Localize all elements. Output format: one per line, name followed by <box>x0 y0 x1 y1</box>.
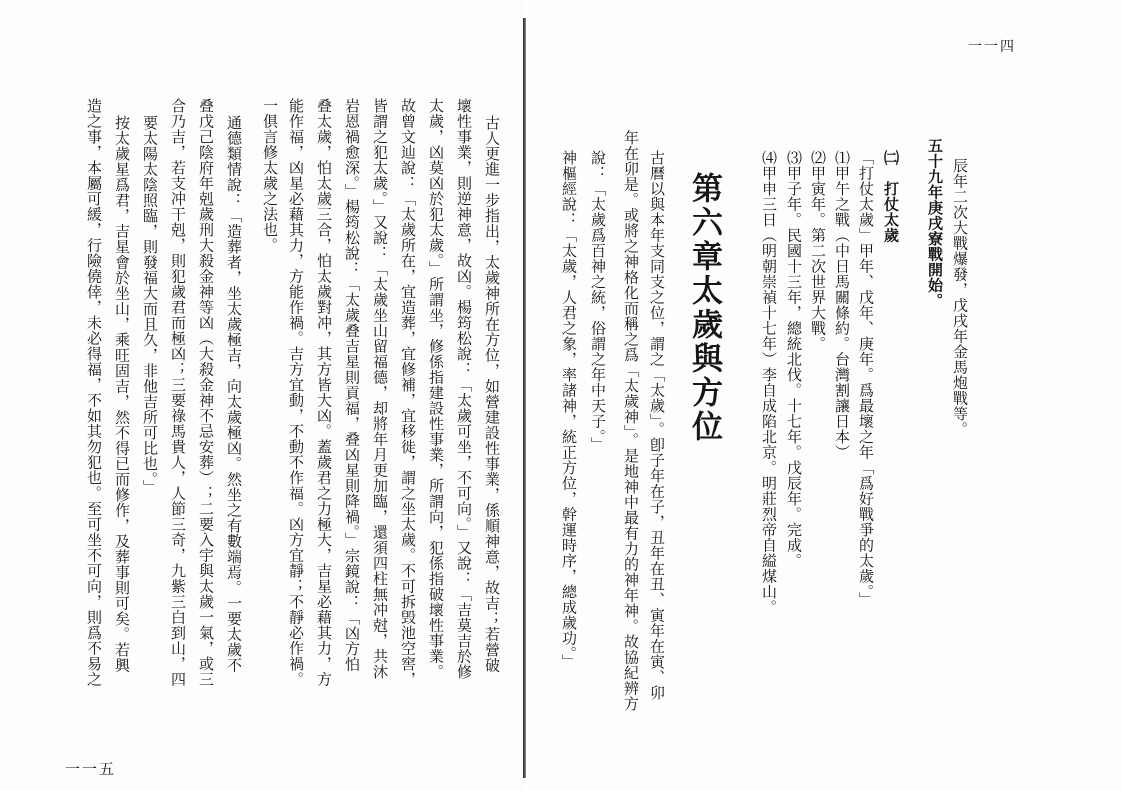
right-text-column: ㈡ 打仗太歲 <box>882 150 900 243</box>
right-text-column: ⑷甲申三日（明朝崇禎十七年）李自成陷北京。明莊烈帝自縊煤山。 <box>760 150 778 615</box>
right-text-column: 五十九年庚戌寮戰開始。 <box>926 138 944 309</box>
right-text-column: 年在卯是。或將之神格化而稱之爲「太歲神」。是地神中最有力的神年神。故協紀辨方 <box>622 130 640 712</box>
left-text-column: 故曾文辿說：「太歲所在，宜造葬，宜修補，宜移徙，謂之坐太歲。不可拆毁池空窖， <box>399 98 417 687</box>
right-text-column: 古曆以與本年支同支之位，謂之「太歲」。卽子年在子，丑年在丑、寅年在寅、卯 <box>648 150 666 701</box>
left-text-column: 叠戊己陰府年剋歲刑大殺金神等凶（大殺金神不忌安葬）；二要入宇與太歲一氣，或三 <box>197 98 215 687</box>
right-text-column: ⑴甲午之戰（中日馬關條約。台灣割讓日本） <box>833 150 851 460</box>
left-text-column: 要太陽太陰照臨，則發福大而且久，非他吉所可比也。」 <box>141 115 159 495</box>
left-text-column: 能作福，凶星必藉其力，方能作禍。吉方宜動，不動不作福。凶方宜靜；不靜必作禍。 <box>287 98 305 687</box>
right-text-column: ⑵甲寅年。第二次世界大戰。 <box>809 150 827 352</box>
left-text-column: 按太歲星爲君，吉星會於坐山，乘旺固吉，然不得已而修作，及葬事則可矣。若興 <box>113 115 131 673</box>
chapter-title: 第六章太歲與方位 <box>686 172 722 444</box>
left-text-column: 古人更進一步指出，太歲神所在方位，如營建設性事業，係順神意，故吉；若營破 <box>483 115 501 673</box>
left-text-column: 皆謂之犯太歲。」又說：「太歲坐山留福德，却將年月更加臨，還須四柱無冲尅，共沐 <box>371 98 389 680</box>
right-page-number: 一一四 <box>968 39 1016 55</box>
left-page <box>0 0 525 791</box>
left-page-number: 一一五 <box>65 760 117 778</box>
right-page <box>528 0 1121 791</box>
left-text-column: 一俱言修太歲之法也。 <box>261 98 279 253</box>
right-text-column: 神樞經說：「太歲，人君之象，率諸神，統正方位，幹運時序，總成歲功。」 <box>560 150 578 670</box>
right-text-column: 辰年二次大戰爆發，戊戌年金馬炮戰等。 <box>951 158 969 437</box>
left-text-column: 叠太歲，怕太歲三合，怕太歲對冲，其方皆大凶。蓋歲君之力極大，吉星必藉其力，方 <box>315 98 333 687</box>
left-text-column: 太歲，凶莫凶於犯太歲。」所謂坐，修係指建設性事業，所謂向，犯係指破壞性事業。 <box>427 98 445 680</box>
left-text-column: 通德類情說：「造葬者，坐太歲極吉，向太歲極凶。然坐之有數端焉。一要太歲不 <box>225 115 243 673</box>
left-text-column: 造之事，本屬可緩，行險僥倖，未必得福，不如其勿犯也。至可坐不可向，則爲不易之 <box>85 98 103 687</box>
left-text-column: 壞性事業，則逆神意，故凶。楊筠松說：「太歲可坐，不可向。」又說：「吉莫吉於修 <box>455 98 473 680</box>
right-text-column: ⑶甲子年。民國十三年，總統北伐。十七年。戊辰年。完成。 <box>785 150 803 569</box>
right-text-column: 說：「太歲爲百神之統，俗謂之年中天子。」 <box>589 150 607 453</box>
left-text-column: 合乃吉，若支冲干剋，則犯歲君而極凶；三要祿馬貴人，人節三奇，九紫三白到山，四 <box>169 98 187 687</box>
right-text-column: 「打仗太歲」甲年、戊年、庚年。爲最壞之年「爲好戰爭的太歲。」 <box>857 150 875 608</box>
left-text-column: 岩恩禍愈深。」楊筠松說：「太歲叠吉星則貢福，叠凶星則降禍。」宗鏡說：「凶方怕 <box>343 98 361 672</box>
book-gutter <box>523 18 526 778</box>
